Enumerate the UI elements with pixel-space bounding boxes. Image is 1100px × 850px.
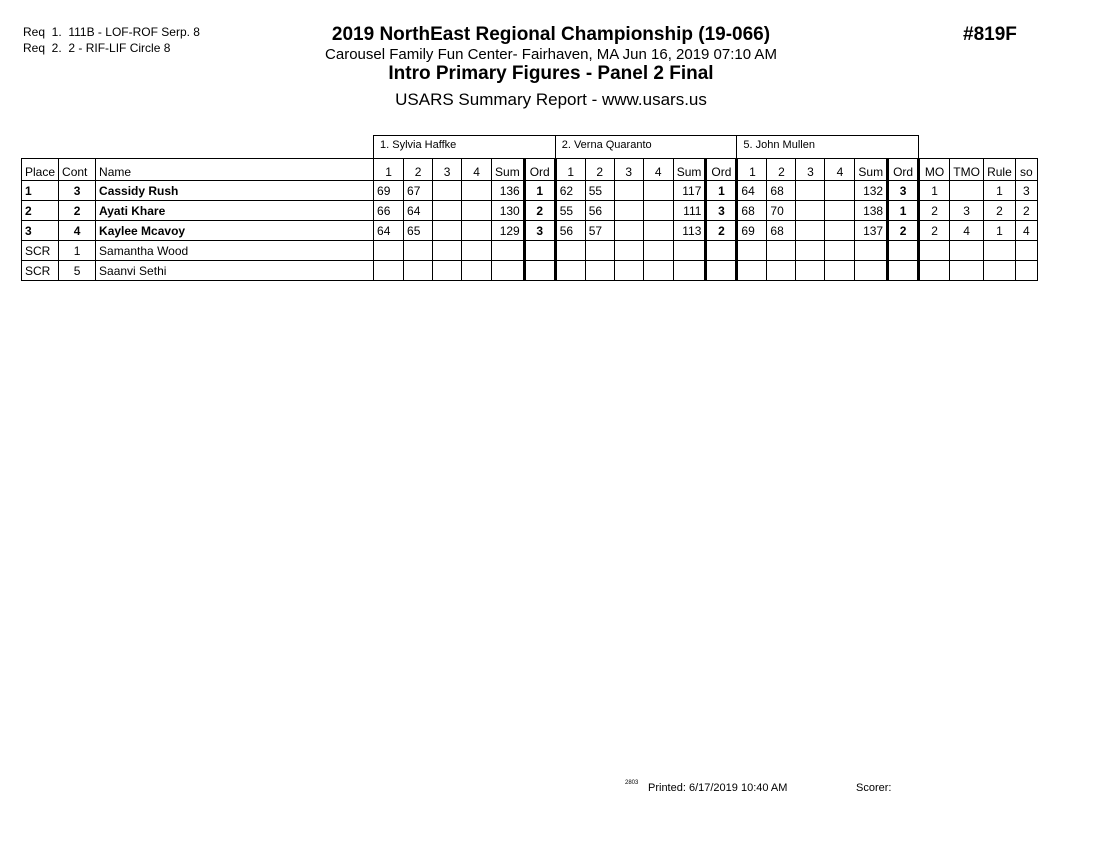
judge-2-sum: 117 xyxy=(673,181,706,201)
judge-2-score-2: 56 xyxy=(585,201,614,221)
col-header-judge-3-score-1: 1 xyxy=(737,159,767,181)
judge-3-score-4 xyxy=(825,221,855,241)
place-cell: 1 xyxy=(22,181,59,201)
col-header-judge-2-score-1: 1 xyxy=(555,159,585,181)
col-header-judge-2-score-2: 2 xyxy=(585,159,614,181)
col-header-judge-2-ord: Ord xyxy=(706,159,737,181)
judge-1-sum xyxy=(492,241,525,261)
judge-3-sum xyxy=(855,241,888,261)
judge-1-score-1 xyxy=(374,261,404,281)
tmo-cell xyxy=(950,261,984,281)
judge-3-score-3 xyxy=(796,221,825,241)
judge-1-score-3 xyxy=(433,201,462,221)
results-body xyxy=(22,136,1038,281)
col-header-name: Name xyxy=(96,159,374,181)
judge-3-score-3 xyxy=(796,241,825,261)
contestant-number-cell: 3 xyxy=(59,181,96,201)
col-header-judge-3-score-4: 4 xyxy=(825,159,855,181)
mo-cell: 2 xyxy=(919,221,950,241)
place-cell: 2 xyxy=(22,201,59,221)
so-cell: 3 xyxy=(1015,181,1037,201)
report-code: 2803 xyxy=(625,780,639,786)
judge-2-ordinal: 1 xyxy=(706,181,737,201)
judge-1-score-4 xyxy=(462,241,492,261)
judge-3-score-4 xyxy=(825,261,855,281)
so-cell xyxy=(1015,241,1037,261)
judge-3-score-4 xyxy=(825,201,855,221)
judge-1-score-4 xyxy=(462,201,492,221)
judge-2-ordinal xyxy=(706,261,737,281)
col-header-judge-3-ord: Ord xyxy=(888,159,919,181)
judge-1-ordinal xyxy=(524,241,555,261)
judge-2-ordinal xyxy=(706,241,737,261)
judge-3-ordinal: 3 xyxy=(888,181,919,201)
col-header-place: Place xyxy=(22,159,59,181)
judge-3-score-1: 64 xyxy=(737,181,767,201)
judge-3-sum xyxy=(855,261,888,281)
mo-cell xyxy=(919,261,950,281)
report-title: USARS Summary Report - www.usars.us xyxy=(395,90,707,109)
judge-2-score-3 xyxy=(614,261,643,281)
judge-3-score-1 xyxy=(737,241,767,261)
col-header-cont: Cont xyxy=(59,159,96,181)
judge-3-sum: 138 xyxy=(855,201,888,221)
place-cell: 3 xyxy=(22,221,59,241)
col-header-judge-2-score-4: 4 xyxy=(643,159,673,181)
judge-2-score-4 xyxy=(643,201,673,221)
tmo-cell xyxy=(950,241,984,261)
event-number: #819F xyxy=(963,24,1017,45)
judge-3-ordinal: 2 xyxy=(888,221,919,241)
col-header-judge-1-score-3: 3 xyxy=(433,159,462,181)
judge-1-sum: 129 xyxy=(492,221,525,241)
judge-1-score-3 xyxy=(433,241,462,261)
tmo-cell xyxy=(950,181,984,201)
judge-3-ordinal xyxy=(888,261,919,281)
rule-cell: 1 xyxy=(984,181,1016,201)
judge-2-score-4 xyxy=(643,221,673,241)
col-header-so: so xyxy=(1015,159,1037,181)
results-table xyxy=(21,135,1038,281)
judge-1-score-2 xyxy=(404,241,433,261)
judge-2-sum: 111 xyxy=(673,201,706,221)
judge-2-score-1: 55 xyxy=(555,201,585,221)
judge-1-score-3 xyxy=(433,181,462,201)
judge-2-score-2 xyxy=(585,261,614,281)
so-cell xyxy=(1015,261,1037,281)
judge-1-score-2: 64 xyxy=(404,201,433,221)
judge-2-score-1 xyxy=(555,241,585,261)
judge-3-score-4 xyxy=(825,241,855,261)
judge-3-score-1: 69 xyxy=(737,221,767,241)
judge-3-score-2 xyxy=(767,241,796,261)
judge-1-score-4 xyxy=(462,261,492,281)
judge-3-name: 5. John Mullen xyxy=(737,136,919,159)
col-header-tmo: TMO xyxy=(950,159,984,181)
judge-2-score-3 xyxy=(614,241,643,261)
mo-cell: 2 xyxy=(919,201,950,221)
judge-2-score-1 xyxy=(555,261,585,281)
tmo-cell: 3 xyxy=(950,201,984,221)
event-title: Intro Primary Figures - Panel 2 Final xyxy=(388,63,714,84)
printed-timestamp: Printed: 6/17/2019 10:40 AM xyxy=(648,782,788,794)
judge-1-score-2 xyxy=(404,261,433,281)
judge-1-score-3 xyxy=(433,221,462,241)
judge-header-spacer xyxy=(22,136,374,159)
judge-1-sum: 136 xyxy=(492,181,525,201)
judge-1-ordinal: 2 xyxy=(524,201,555,221)
col-header-judge-2-sum: Sum xyxy=(673,159,706,181)
judge-2-sum xyxy=(673,261,706,281)
judge-1-score-4 xyxy=(462,221,492,241)
judge-3-sum: 137 xyxy=(855,221,888,241)
skater-name-cell: Saanvi Sethi xyxy=(96,261,374,281)
mo-cell xyxy=(919,241,950,261)
rule-cell xyxy=(984,261,1016,281)
judge-3-score-2: 68 xyxy=(767,221,796,241)
judge-3-sum: 132 xyxy=(855,181,888,201)
judge-3-score-1 xyxy=(737,261,767,281)
table-row xyxy=(22,261,1038,281)
judge-3-score-1: 68 xyxy=(737,201,767,221)
judge-3-score-3 xyxy=(796,261,825,281)
col-header-judge-3-score-3: 3 xyxy=(796,159,825,181)
so-cell: 2 xyxy=(1015,201,1037,221)
skater-name-cell: Cassidy Rush xyxy=(96,181,374,201)
judge-1-score-4 xyxy=(462,181,492,201)
col-header-judge-1-score-2: 2 xyxy=(404,159,433,181)
place-cell: SCR xyxy=(22,241,59,261)
judge-1-score-1: 66 xyxy=(374,201,404,221)
place-cell: SCR xyxy=(22,261,59,281)
judge-1-score-3 xyxy=(433,261,462,281)
skater-name-cell: Samantha Wood xyxy=(96,241,374,261)
so-cell: 4 xyxy=(1015,221,1037,241)
table-row xyxy=(22,201,1038,221)
judge-1-ordinal: 3 xyxy=(524,221,555,241)
judge-2-score-2 xyxy=(585,241,614,261)
requirement-1: Req 1. 111B - LOF-ROF Serp. 8 xyxy=(23,25,200,39)
contestant-number-cell: 2 xyxy=(59,201,96,221)
table-row xyxy=(22,181,1038,201)
judge-2-score-1: 62 xyxy=(555,181,585,201)
judge-2-score-3 xyxy=(614,201,643,221)
mo-cell: 1 xyxy=(919,181,950,201)
judge-3-score-2: 68 xyxy=(767,181,796,201)
judge-2-score-4 xyxy=(643,181,673,201)
venue-date: Carousel Family Fun Center- Fairhaven, MA Jun 16, 2019 07:10 AM xyxy=(325,46,777,63)
judge-1-score-2: 67 xyxy=(404,181,433,201)
scorer-label: Scorer: xyxy=(856,782,892,794)
col-header-judge-1-ord: Ord xyxy=(524,159,555,181)
judge-1-score-2: 65 xyxy=(404,221,433,241)
judge-1-score-1: 69 xyxy=(374,181,404,201)
judge-3-ordinal xyxy=(888,241,919,261)
judge-2-name: 2. Verna Quaranto xyxy=(555,136,737,159)
judge-2-ordinal: 2 xyxy=(706,221,737,241)
competition-title: 2019 NorthEast Regional Championship (19-066) xyxy=(331,24,771,45)
col-header-judge-1-sum: Sum xyxy=(492,159,525,181)
rule-cell: 1 xyxy=(984,221,1016,241)
judge-2-score-3 xyxy=(614,221,643,241)
table-row xyxy=(22,221,1038,241)
col-header-rule: Rule xyxy=(984,159,1016,181)
col-header-mo: MO xyxy=(919,159,950,181)
judge-2-score-4 xyxy=(643,261,673,281)
judge-1-score-1: 64 xyxy=(374,221,404,241)
judge-1-score-1 xyxy=(374,241,404,261)
judge-2-ordinal: 3 xyxy=(706,201,737,221)
skater-name-cell: Ayati Khare xyxy=(96,201,374,221)
contestant-number-cell: 5 xyxy=(59,261,96,281)
judge-2-sum: 113 xyxy=(673,221,706,241)
rule-cell: 2 xyxy=(984,201,1016,221)
col-header-judge-1-score-1: 1 xyxy=(374,159,404,181)
judge-1-name: 1. Sylvia Haffke xyxy=(374,136,556,159)
judge-2-score-3 xyxy=(614,181,643,201)
col-header-judge-1-score-4: 4 xyxy=(462,159,492,181)
judge-3-score-4 xyxy=(825,181,855,201)
judge-3-score-3 xyxy=(796,181,825,201)
rule-cell xyxy=(984,241,1016,261)
judge-3-score-2 xyxy=(767,261,796,281)
col-header-judge-3-sum: Sum xyxy=(855,159,888,181)
judge-header-row xyxy=(22,136,1038,159)
judge-1-ordinal xyxy=(524,261,555,281)
judge-2-score-2: 55 xyxy=(585,181,614,201)
skater-name-cell: Kaylee Mcavoy xyxy=(96,221,374,241)
judge-1-sum xyxy=(492,261,525,281)
judge-3-score-2: 70 xyxy=(767,201,796,221)
judge-1-ordinal: 1 xyxy=(524,181,555,201)
judge-2-score-1: 56 xyxy=(555,221,585,241)
judge-2-score-2: 57 xyxy=(585,221,614,241)
judge-1-sum: 130 xyxy=(492,201,525,221)
table-row xyxy=(22,241,1038,261)
judge-2-sum xyxy=(673,241,706,261)
judge-3-ordinal: 1 xyxy=(888,201,919,221)
tmo-cell: 4 xyxy=(950,221,984,241)
col-header-judge-2-score-3: 3 xyxy=(614,159,643,181)
column-header-row xyxy=(22,159,1038,181)
contestant-number-cell: 1 xyxy=(59,241,96,261)
judge-2-score-4 xyxy=(643,241,673,261)
requirement-2: Req 2. 2 - RIF-LIF Circle 8 xyxy=(23,41,171,55)
judge-3-score-3 xyxy=(796,201,825,221)
contestant-number-cell: 4 xyxy=(59,221,96,241)
judge-header-spacer-right xyxy=(919,136,1038,159)
col-header-judge-3-score-2: 2 xyxy=(767,159,796,181)
